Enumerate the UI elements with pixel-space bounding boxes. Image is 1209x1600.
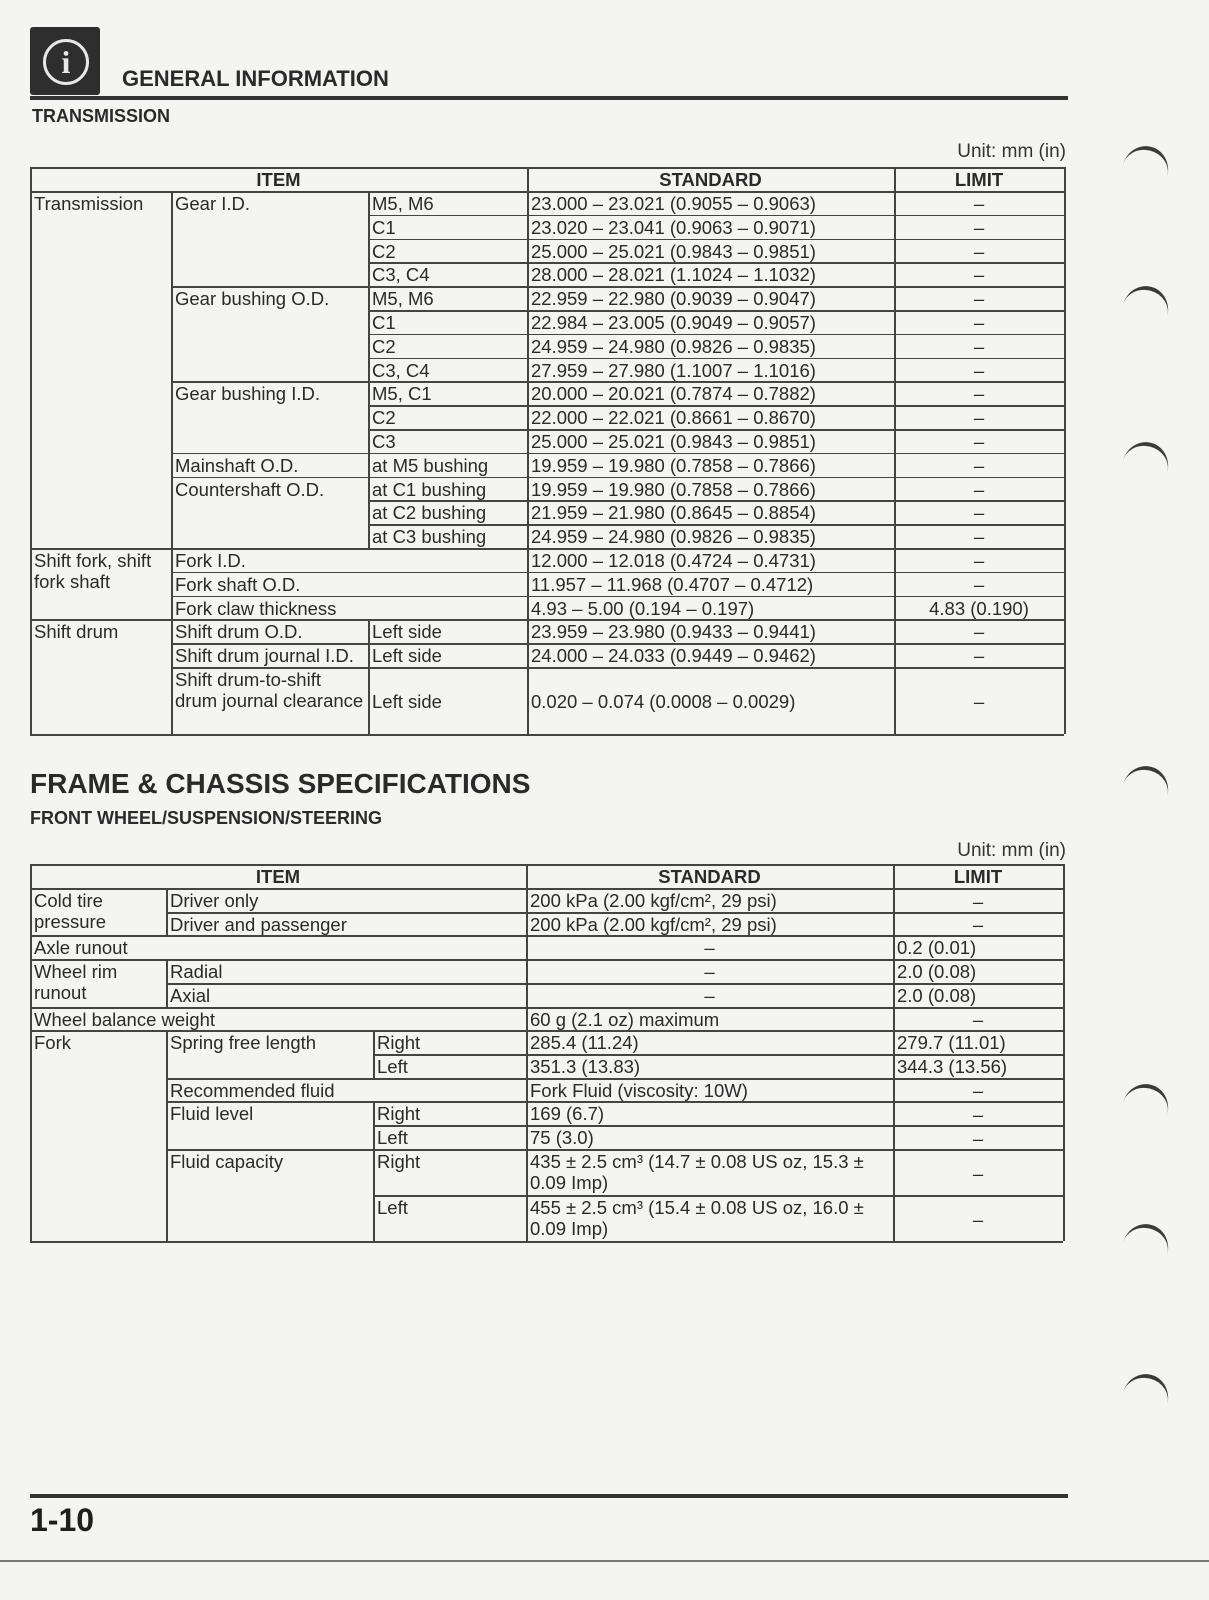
table-rule <box>368 215 1064 217</box>
table-rule <box>30 1007 1063 1009</box>
table-rule <box>30 167 32 734</box>
group-label: Fork <box>34 1032 71 1053</box>
item-label: Fluid level <box>170 1103 254 1124</box>
table-rule <box>30 1241 1063 1243</box>
limit-cell: 279.7 (11.01) <box>897 1032 1006 1053</box>
column-header-limit: LIMIT <box>953 866 1003 887</box>
standard-cell: 19.959 – 19.980 (0.7858 – 0.7866) <box>531 478 816 500</box>
limit-cell: – <box>973 264 985 286</box>
standard-cell: 351.3 (13.83) <box>530 1056 641 1077</box>
table-rule <box>368 239 1064 241</box>
group-label: Axle runout <box>34 937 128 958</box>
table-rule <box>166 1078 1063 1080</box>
group-label: Shift drum <box>34 621 119 643</box>
limit-cell: – <box>973 407 985 429</box>
limit-cell: – <box>973 312 985 333</box>
item-label: Axial <box>170 985 211 1006</box>
standard-cell: 60 g (2.1 oz) maximum <box>530 1009 720 1030</box>
standard-cell: 21.959 – 21.980 (0.8645 – 0.8854) <box>531 502 816 524</box>
standard-cell: 75 (3.0) <box>530 1127 594 1148</box>
table-rule <box>373 1195 1063 1197</box>
table-rule <box>368 405 1064 407</box>
item-label: Fluid capacity <box>170 1151 284 1172</box>
table-rule <box>30 619 1064 621</box>
table-rule <box>166 983 1063 985</box>
table-rule <box>893 864 895 1241</box>
standard-cell: 0.020 – 0.074 (0.0008 – 0.0029) <box>531 691 796 712</box>
table-rule <box>166 888 168 935</box>
limit-cell: – <box>973 335 985 357</box>
spec-cell: C2 <box>372 335 396 357</box>
table-rule <box>368 191 370 548</box>
item-label: Shift drum-to-shift drum journal clearance <box>175 669 364 711</box>
table-rule <box>171 572 1064 574</box>
item-label: Gear bushing I.D. <box>175 383 320 405</box>
limit-cell: – <box>973 431 985 452</box>
standard-cell: 24.959 – 24.980 (0.9826 – 0.9835) <box>531 335 816 357</box>
margin-tab-mark <box>1117 141 1174 201</box>
item-label: Driver only <box>170 890 259 911</box>
item-label: Countershaft O.D. <box>175 478 325 500</box>
group-label: Wheel balance weight <box>34 1009 215 1030</box>
standard-cell: 200 kPa (2.00 kgf/cm², 29 psi) <box>530 914 777 935</box>
front-wheel-heading: FRONT WHEEL/SUSPENSION/STEERING <box>30 808 383 828</box>
group-label: Cold tire pressure <box>34 890 106 932</box>
spec-cell: C2 <box>372 240 396 262</box>
table-rule <box>368 310 1064 312</box>
table-rule <box>30 959 1063 961</box>
table-rule <box>171 477 1064 479</box>
group-label: Wheel rim runout <box>34 961 118 1003</box>
table-rule <box>368 524 1064 526</box>
limit-cell: – <box>972 914 984 935</box>
limit-cell: – <box>973 454 985 476</box>
item-label: Spring free length <box>170 1032 317 1053</box>
table-rule <box>368 334 1064 336</box>
limit-cell: – <box>972 1103 984 1125</box>
item-label: Mainshaft O.D. <box>175 454 299 476</box>
table-rule <box>166 1101 1063 1103</box>
standard-cell: 22.959 – 22.980 (0.9039 – 0.9047) <box>531 288 816 310</box>
table-rule <box>30 935 1063 937</box>
transmission-heading: TRANSMISSION <box>32 106 171 126</box>
spec-cell: M5, C1 <box>372 383 432 405</box>
table-rule <box>368 358 1064 360</box>
standard-cell: 22.984 – 23.005 (0.9049 – 0.9057) <box>531 312 816 333</box>
spec-cell: C3, C4 <box>372 359 430 381</box>
table-rule <box>1063 864 1065 1241</box>
standard-cell: 22.000 – 22.021 (0.8661 – 0.8670) <box>531 407 816 429</box>
spec-cell: C1 <box>372 312 396 333</box>
table-rule <box>373 1125 1063 1127</box>
column-header-standard: STANDARD <box>659 169 762 190</box>
table-rule <box>1064 167 1066 734</box>
side-label: Left <box>377 1127 408 1148</box>
bottom-edge-rule <box>0 1560 1209 1562</box>
limit-cell: – <box>972 1162 984 1184</box>
limit-cell: – <box>973 383 985 405</box>
standard-cell: – <box>704 937 715 958</box>
margin-tab-mark <box>1117 1369 1174 1429</box>
standard-cell: 23.020 – 23.041 (0.9063 – 0.9071) <box>531 216 816 238</box>
item-label: Gear I.D. <box>175 193 251 214</box>
limit-cell: – <box>972 1208 984 1230</box>
table-rule <box>171 191 173 734</box>
standard-cell: 169 (6.7) <box>530 1103 605 1124</box>
margin-tab-mark <box>1117 761 1174 821</box>
item-label: Driver and passenger <box>170 914 347 935</box>
standard-cell: – <box>704 985 715 1006</box>
table-rule <box>171 667 1064 669</box>
spec-cell: at C1 bushing <box>372 478 487 500</box>
table-rule <box>368 429 1064 431</box>
group-label: Transmission <box>34 193 144 214</box>
table-rule <box>30 734 1064 736</box>
margin-tab-mark <box>1117 1219 1174 1279</box>
table-rule <box>373 1101 375 1241</box>
table-rule <box>166 959 168 1007</box>
item-label: Fork claw thickness <box>175 597 337 619</box>
table-rule <box>368 500 1064 502</box>
spec-cell: at C3 bushing <box>372 526 487 548</box>
table-rule <box>30 191 1064 193</box>
table-rule <box>30 167 1064 169</box>
limit-cell: 0.2 (0.01) <box>897 937 977 958</box>
spec-cell: C1 <box>372 216 396 238</box>
table-rule <box>373 1054 1063 1056</box>
spec-cell: at M5 bushing <box>372 454 489 476</box>
limit-cell: 2.0 (0.08) <box>897 961 977 982</box>
table-rule <box>166 912 1063 914</box>
side-label: Left <box>377 1056 408 1077</box>
limit-cell: – <box>973 359 985 381</box>
standard-cell: 11.957 – 11.968 (0.4707 – 0.4712) <box>531 573 814 595</box>
item-label: Recommended fluid <box>170 1080 335 1101</box>
table-rule <box>30 1030 1063 1032</box>
table-rule <box>368 262 1064 264</box>
spec-cell: M5, M6 <box>372 288 434 310</box>
standard-cell: – <box>704 961 715 982</box>
limit-cell: – <box>973 240 985 262</box>
item-label: Fork shaft O.D. <box>175 573 301 595</box>
column-header-limit: LIMIT <box>954 169 1004 190</box>
standard-cell: 28.000 – 28.021 (1.1024 – 1.1032) <box>531 264 816 286</box>
table-rule <box>373 1030 375 1078</box>
limit-cell: – <box>973 526 985 548</box>
margin-tab-mark <box>1117 281 1174 341</box>
table-rule <box>30 888 1063 890</box>
table-rule <box>171 596 1064 598</box>
limit-cell: – <box>972 890 984 912</box>
spec-cell: at C2 bushing <box>372 502 487 524</box>
standard-cell: 23.000 – 23.021 (0.9055 – 0.9063) <box>531 193 816 214</box>
standard-cell: 25.000 – 25.021 (0.9843 – 0.9851) <box>531 431 816 452</box>
frame-unit: Unit: mm (in) <box>957 840 1066 861</box>
standard-cell: 24.000 – 24.033 (0.9449 – 0.9462) <box>531 645 816 667</box>
limit-cell: – <box>973 573 985 595</box>
standard-cell: 4.93 – 5.00 (0.194 – 0.197) <box>531 597 755 619</box>
table-rule <box>368 619 370 734</box>
standard-cell: 12.000 – 12.018 (0.4724 – 0.4731) <box>531 550 816 571</box>
limit-cell: – <box>972 1009 984 1030</box>
side-label: Right <box>377 1032 421 1053</box>
limit-cell: – <box>973 193 985 214</box>
limit-cell: – <box>973 691 985 712</box>
table-rule <box>894 167 896 734</box>
standard-cell: 27.959 – 27.980 (1.1007 – 1.1016) <box>531 359 816 381</box>
standard-cell: 23.959 – 23.980 (0.9433 – 0.9441) <box>531 621 816 643</box>
table-rule <box>527 167 529 734</box>
standard-cell: 435 ± 2.5 cm³ (14.7 ± 0.08 US oz, 15.3 ± 0.09 Imp) <box>530 1151 864 1193</box>
table-rule <box>171 643 1064 645</box>
table-rule <box>30 864 1063 866</box>
table-rule <box>171 453 1064 455</box>
table-rule <box>171 381 1064 383</box>
side-label: Right <box>377 1103 421 1124</box>
side-label: Left <box>377 1197 408 1218</box>
item-label: Shift drum journal I.D. <box>175 645 354 667</box>
limit-cell: – <box>973 502 985 524</box>
table-rule <box>30 864 32 1241</box>
table-rule <box>30 548 1064 550</box>
spec-cell: C2 <box>372 407 396 429</box>
spec-cell: Left side <box>372 621 442 643</box>
limit-cell: – <box>972 1127 984 1149</box>
table-rule <box>166 1030 168 1241</box>
spec-cell: C3, C4 <box>372 264 430 286</box>
column-header-standard: STANDARD <box>658 866 761 887</box>
spec-cell: M5, M6 <box>372 193 434 214</box>
limit-cell: 4.83 (0.190) <box>929 597 1029 619</box>
limit-cell: – <box>973 288 985 310</box>
spec-cell: Left side <box>372 645 442 667</box>
table-rule <box>166 1149 1063 1151</box>
limit-cell: – <box>972 1080 984 1101</box>
frame-section-title: FRAME & CHASSIS SPECIFICATIONS <box>30 768 531 799</box>
standard-cell: 25.000 – 25.021 (0.9843 – 0.9851) <box>531 240 816 262</box>
standard-cell: 24.959 – 24.980 (0.9826 – 0.9835) <box>531 526 816 548</box>
column-header-item: ITEM <box>255 866 301 887</box>
info-icon: i <box>30 27 100 95</box>
table-rule <box>171 286 1064 288</box>
standard-cell: 455 ± 2.5 cm³ (15.4 ± 0.08 US oz, 16.0 ± 0.09 Imp) <box>530 1197 864 1239</box>
standard-cell: 285.4 (11.24) <box>530 1032 639 1053</box>
column-header-item: ITEM <box>256 169 301 190</box>
limit-cell: – <box>973 645 985 667</box>
margin-tab-mark <box>1117 437 1174 497</box>
spec-cell: C3 <box>372 431 396 452</box>
footer-rule <box>30 1494 1068 1498</box>
page-number: 1-10 <box>30 1502 95 1538</box>
standard-cell: 19.959 – 19.980 (0.7858 – 0.7866) <box>531 454 816 476</box>
page-title: GENERAL INFORMATION <box>122 66 389 91</box>
limit-cell: 344.3 (13.56) <box>897 1056 1008 1077</box>
limit-cell: – <box>973 550 985 571</box>
transmission-unit: Unit: mm (in) <box>957 141 1066 162</box>
item-label: Radial <box>170 961 223 982</box>
item-label: Fork I.D. <box>175 550 246 571</box>
limit-cell: – <box>973 621 985 643</box>
item-label: Shift drum O.D. <box>175 621 303 643</box>
limit-cell: 2.0 (0.08) <box>897 985 977 1006</box>
standard-cell: Fork Fluid (viscosity: 10W) <box>530 1080 748 1101</box>
header-rule <box>30 96 1068 100</box>
limit-cell: – <box>973 216 985 238</box>
table-rule <box>526 864 528 1241</box>
group-label: Shift fork, shift fork shaft <box>34 550 152 592</box>
limit-cell: – <box>973 478 985 500</box>
item-label: Gear bushing O.D. <box>175 288 330 310</box>
standard-cell: 200 kPa (2.00 kgf/cm², 29 psi) <box>530 890 777 911</box>
spec-cell: Left side <box>372 691 442 712</box>
standard-cell: 20.000 – 20.021 (0.7874 – 0.7882) <box>531 383 816 405</box>
side-label: Right <box>377 1151 421 1172</box>
margin-tab-mark <box>1117 1079 1174 1139</box>
